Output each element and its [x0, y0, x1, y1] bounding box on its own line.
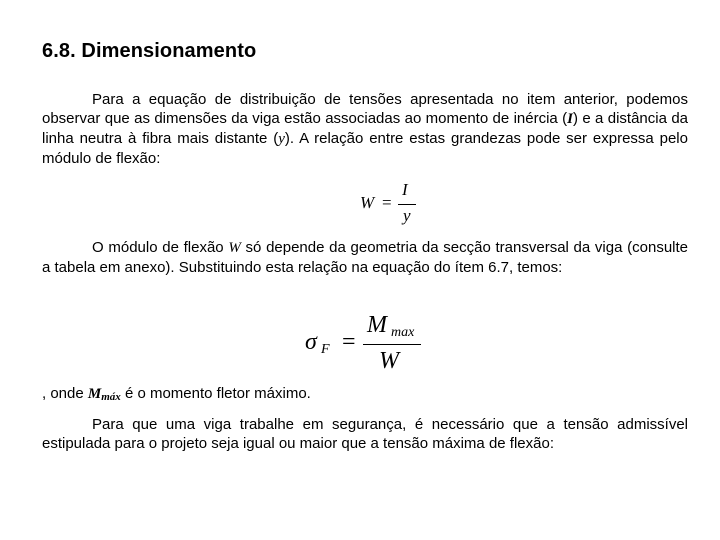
paragraph-intro-text-c: ). A relação entre estas grandezas pode ser expressa pelo módulo de flexão:: [42, 130, 688, 167]
equation-1-numerator: I: [402, 180, 408, 199]
paragraph-modulus: [42, 238, 688, 277]
paragraph-modulus-text-b: só depende da geometria da secção transversal da viga (consulte a tabela em anexo). Substituindo esta relação na equação do ítem 6.7, temos:: [42, 239, 689, 276]
paragraph-intro: [42, 90, 688, 168]
paragraph-safety: Para que uma viga trabalhe em segurança, é necessário que a tensão admissível estipulada para o projeto seja igual ou maior que a tensão máxima de flexão:: [42, 416, 688, 452]
paragraph-moment-text-a: , onde: [42, 385, 88, 402]
paragraph-intro-text-a: Para a equação de distribuição de tensões apresentada no item anterior, podemos observar que as dimensões da viga estão associadas ao momento de inércia (: [42, 91, 688, 127]
equation-2-fraction-bar: [363, 344, 421, 345]
paragraph-moment-note: [42, 384, 688, 407]
paragraph-intro-text-b: ) e a distância da linha neutra à fibra mais distante (: [42, 110, 688, 147]
equation-1-fraction-bar: [398, 204, 416, 205]
equation-2-equals: =: [342, 329, 356, 355]
equation-2-numerator: M: [367, 312, 387, 338]
paragraph-moment-text-b: é o momento fletor máximo.: [120, 385, 311, 402]
paragraph-modulus-text-a: O módulo de flexão: [92, 239, 229, 256]
variable-M: M: [87, 386, 102, 402]
equation-2-sigma: σ: [305, 329, 317, 355]
equation-1-equals: =: [382, 193, 392, 212]
section-heading: 6.8. Dimensionamento: [42, 40, 257, 62]
equation-1-denominator: y: [403, 206, 411, 225]
variable-y: y: [278, 131, 285, 147]
equation-1-lhs: W: [360, 193, 375, 212]
equation-bending-stress: [305, 312, 435, 374]
equation-2-denominator: W: [379, 348, 399, 374]
variable-M-subscript: máx: [101, 391, 121, 403]
variable-W: W: [228, 240, 241, 256]
equation-2-numerator-subscript: max: [391, 325, 415, 340]
variable-I: I: [567, 111, 573, 127]
equation-2-sigma-subscript: F: [321, 342, 330, 357]
